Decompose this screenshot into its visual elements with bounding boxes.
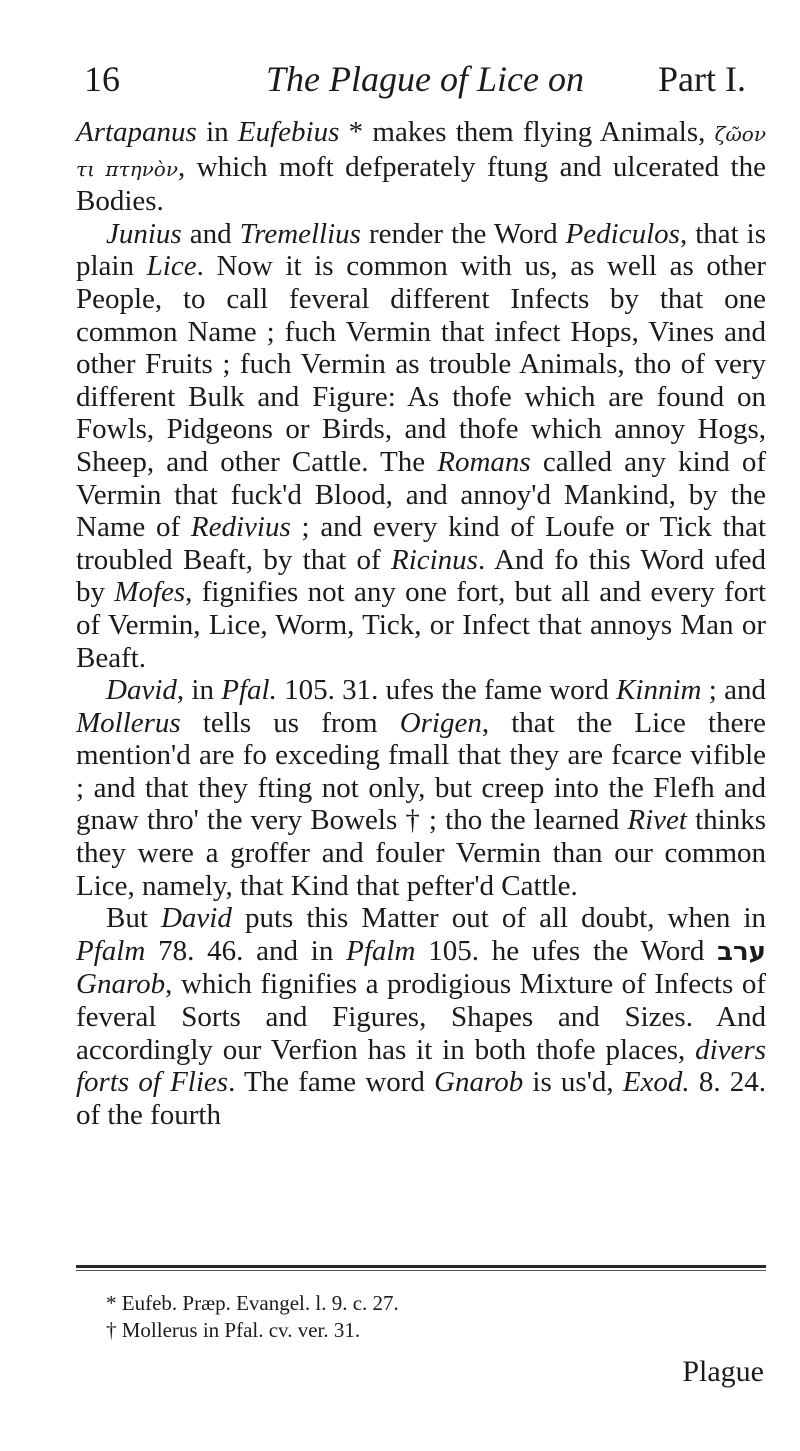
italic-term: Gnarob [76,968,166,1001]
paragraph-1 [76,116,766,218]
running-header [84,58,746,106]
greek-phrase: ζῶον τι πτηνὸν [76,122,767,181]
footnote-divider [76,1265,766,1268]
text-run: . And fo this Word ufed by [76,543,766,609]
catchword: Plague [682,1355,764,1388]
italic-term: divers forts of Flies [76,1033,766,1099]
text-run: 8. 24. of the fourth [76,1066,767,1131]
italic-term: David [160,902,232,935]
text-run: 105. 31. ufes the fame word [276,674,617,707]
author-name: Tremellius [239,217,361,250]
italic-term: Romans [437,445,531,478]
author-name: Eufebius [237,116,340,148]
text-run: . The fame word [228,1066,435,1099]
italic-term: Pfal. [221,674,277,707]
text-run: ; and [701,674,766,707]
italic-term: Mollerus [76,706,181,739]
italic-term: Gnarob [434,1066,524,1099]
italic-term: Exod. [622,1066,690,1099]
author-name: Junius [106,217,182,250]
hebrew-word: ערב [717,936,766,967]
paragraph-4 [76,902,766,1131]
text-run: thinks they were a groffer and fouler Vermin than our common Lice, namely, that Kind that pefter'd Cattle. [76,804,766,902]
paragraph-2 [76,218,766,674]
text-run: ; and every kind of Loufe or Tick that troubled Beaft, by that of [76,511,767,576]
author-name: Artapanus [76,116,197,148]
italic-term: Origen [399,706,482,739]
running-title: The Plague of Lice on [266,59,584,99]
text-run: called any kind of Vermin that fuck'd Blood, and annoy'd Mankind, by the Name of [76,445,766,544]
text-run: tells us from [180,706,400,739]
text-run: , fignifies not any one fort, but all and every fort of Vermin, Lice, Worm, Tick, or Infect that annoys Man or Beaft. [76,576,767,674]
paragraph-3 [76,674,766,902]
text-run: in [196,116,238,148]
italic-term: Rivet [627,804,687,837]
italic-term: Ricinus [390,543,478,576]
text-run: * makes them flying Animals, [339,116,715,148]
text-run: , which fignifies a prodigious Mixture of Infects of feveral Sorts and Figures, Shapes and Sizes. And accordingly our Verfion has it in both thofe places, [76,968,766,1066]
footnote: * Eufeb. Præp. Evangel. l. 9. c. 27. [106,1291,399,1315]
italic-term: Pfalm [346,934,416,967]
text-run: 105. he ufes the Word [415,934,718,967]
part-label: Part I. [658,59,746,99]
text-run: , that the Lice there mention'd are fo exceding fmall that they are fcarce vifible ; and that they fting not only, but creep into the Flefh and gnaw thro' the very Bowels † ; tho the learned [76,706,766,837]
text-run: render the Word [360,217,566,250]
text-run: . Now it is common with us, as well as other People, to call feveral different Infects by that one common Name ; fuch Vermin that infect Hops, Vines and other Fruits ; fuch Vermin as trouble Animals, tho of very different Bulk and Figure: As thofe which are found on Fowls, Pidgeons or Birds, and thofe which annoy Hogs, Sheep, and other Cattle. The [76,250,766,478]
text-run: But [106,902,161,935]
italic-term: Pediculos [565,217,680,250]
italic-term: Mofes [114,576,186,609]
text-run: puts this Matter out of all doubt, when in [231,902,766,935]
italic-term: Lice [146,250,197,283]
text-run: is us'd, [523,1066,623,1099]
page-number: 16 [84,59,120,99]
text-run: 78. 46. and in [145,934,347,967]
italic-term: Redivius [190,511,291,544]
body-text [76,116,766,1131]
footnote: † Mollerus in Pfal. cv. ver. 31. [106,1318,361,1342]
italic-term: David [106,674,177,707]
text-run: , that is plain [76,217,767,283]
text-run: , which moft defperately ftung and ulcerated the Bodies. [76,150,766,218]
text-run: , in [176,674,222,707]
footnotes [106,1290,766,1344]
text-run: and [181,217,240,250]
italic-term: Pfalm [76,934,146,967]
italic-term: Kinnim [616,674,702,707]
